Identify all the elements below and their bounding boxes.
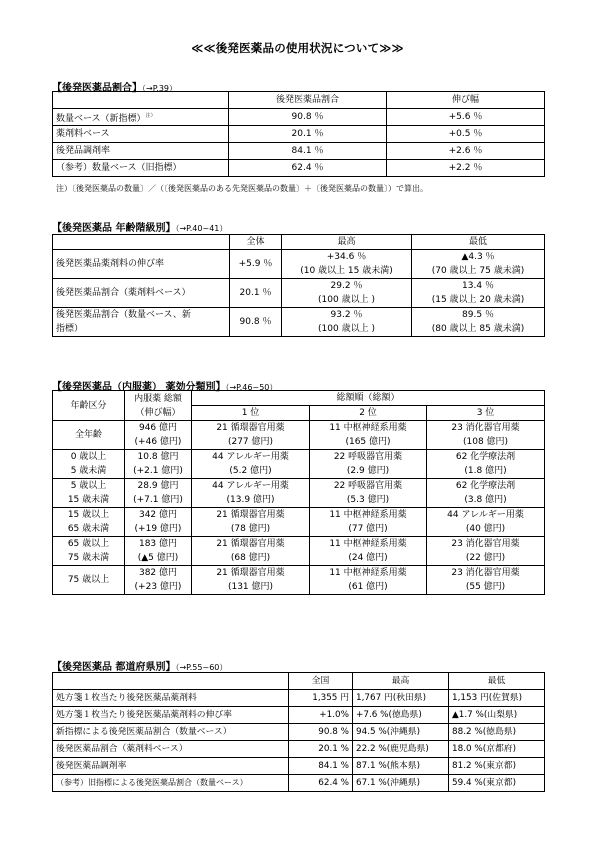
footnote: 注）〔後発医薬品の数量〕／（〔後発医薬品のある先発医薬品の数量〕＋〔後発医薬品の数量〕）で算出。 [56,184,428,193]
value-text: +34.6 ％ [326,252,367,262]
table-row [53,508,545,537]
column-header: 3 位 [427,406,545,421]
value-text: 93.2 ％ [330,310,363,320]
prefecture-table [52,672,545,792]
table-row [53,109,545,126]
cell-line: 23 消化器官用薬 [451,568,520,578]
cell-value [53,450,125,479]
table-row [53,707,545,724]
section-heading-prefecture [52,658,227,673]
row-label: 後発医薬品薬剤料の伸び率 [53,250,230,279]
cell-line: (108 億円) [462,437,509,447]
cell-value [192,479,310,508]
age-group-text: (80 歳以上 85 歳未満) [431,324,525,334]
cell-line: 62 化学療法剤 [455,481,516,491]
column-header: 伸び幅 [387,92,545,109]
cell-line: (131 億円) [227,582,274,592]
cell-line: (2.9 億円) [346,466,390,476]
age-group-table [52,234,545,337]
cell-line: (277 億円) [227,437,274,447]
table-header-row [53,92,545,109]
column-header: 1 位 [192,406,310,421]
page-reference: （→P.55~60） [175,663,228,672]
age-group-text: (10 歳以上 15 歳未満) [300,266,393,276]
cell-line: 21 循環器官用薬 [216,539,285,549]
cell-value [125,566,192,595]
column-header: 最低 [412,235,545,250]
table-row [53,775,545,792]
generic-ratio-table [52,91,545,177]
cell-value [125,479,192,508]
cell-value [125,537,192,566]
cell-line: (▲5 億円) [137,553,179,563]
cell-value [310,421,427,450]
cell-line: 11 中枢神経系用薬 [329,568,407,578]
cell-value: 59.4 %(東京都) [449,775,545,792]
cell-value [310,566,427,595]
cell-line: 全年齢 [74,430,102,440]
cell-value: 1,355 円 [289,690,353,707]
row-label: 後発品調剤率 [53,143,229,160]
cell-line: 21 循環器官用薬 [216,510,285,520]
cell-line: 21 循環器官用薬 [216,423,285,433]
cell-line: (40 億円) [465,524,506,534]
column-header: 総額順（総額） [192,391,545,406]
table-row [53,741,545,758]
cell-value: 90.8 % [289,724,353,741]
age-group-text: (100 歳以上 ) [318,324,375,334]
cell-value: 20.1 ％ [229,126,387,143]
value-text: ▲4.3 ％ [461,252,495,262]
cell-value [282,308,412,337]
row-label-line: 後発医薬品割合（数量ベース、新 [56,310,191,320]
row-label: （参考）旧指標による後発医薬品割合（数量ベース） [53,775,289,792]
cell-value [427,537,545,566]
cell-value: 1,767 円(秋田県) [353,690,449,707]
cell-line: (77 億円) [348,524,388,534]
cell-value: 87.1 %(熊本県) [353,758,449,775]
row-label: 処方箋１枚当たり後発医薬品薬剤料の伸び率 [53,707,289,724]
cell-value [192,421,310,450]
cell-line: (+7.1 億円) [133,495,183,505]
table-row [53,724,545,741]
cell-line: 21 循環器官用薬 [216,568,285,578]
cell-value [282,279,412,308]
cell-value [125,450,192,479]
table-row [53,160,545,177]
row-label [53,308,230,337]
row-label: 後発医薬品調剤率 [53,758,289,775]
cell-line: (3.8 億円) [464,495,507,505]
cell-value: +5.9 ％ [230,250,282,279]
cell-line: (24 億円) [348,553,388,563]
cell-value [310,479,427,508]
cell-line: 65 歳以上 [67,539,110,549]
page-reference: （→P.39） [142,84,178,93]
cell-value: +1.0% [289,707,353,724]
cell-line: 183 億円 [138,539,178,549]
table-header-row [53,235,545,250]
section-heading: 【後発医薬品割合】 [52,83,142,94]
column-header: 全国 [289,673,353,690]
footnote-marker: 注） [145,112,156,119]
cell-line: 44 アレルギー用薬 [212,481,289,491]
cell-line: 11 中枢神経系用薬 [329,510,407,520]
cell-value [53,479,125,508]
cell-value: 62.4 % [289,775,353,792]
table-row [53,537,545,566]
cell-line: 5 歳以上 [70,481,107,491]
table-header-blank [53,92,229,109]
cell-line: 75 歳未満 [67,553,110,563]
prefecture-rows [53,690,545,792]
cell-value [192,566,310,595]
table-header-row [53,673,545,690]
column-header: 2 位 [310,406,427,421]
cell-line: 382 億円 [138,568,178,578]
row-label: 処方箋１枚当たり後発医薬品薬剤料 [53,690,289,707]
cell-line: (+46 億円) [134,437,182,447]
cell-line: (+2.1 億円) [133,466,183,476]
table-header-row [53,391,545,406]
cell-line: 65 歳未満 [67,524,110,534]
cell-line: 62 化学療法剤 [455,452,516,462]
cell-line: 28.9 億円 [137,481,179,491]
row-label [53,109,229,126]
column-header: 年齢区分 [53,391,125,421]
row-label: 薬剤料ベース [53,126,229,143]
cell-line: 22 呼吸器官用薬 [333,481,403,491]
column-header: 最高 [353,673,449,690]
page-reference: （→P.40~41） [175,224,228,233]
section-heading: 【後発医薬品 年齢階級別】 [52,223,176,234]
column-header: 全体 [230,235,282,250]
cell-line: 11 中枢神経系用薬 [329,423,407,433]
value-text: 13.4 ％ [462,281,494,291]
cell-value [192,450,310,479]
cell-line: 10.8 億円 [137,452,179,462]
cell-value: 84.1 ％ [229,143,387,160]
table-row [53,450,545,479]
cell-value [310,450,427,479]
cell-line: (61 億円) [348,582,388,592]
cell-line: (13.9 億円) [226,495,275,505]
cell-line: (165 億円) [345,437,391,447]
table-row [53,126,545,143]
cell-value [310,537,427,566]
cell-line: 15 歳以上 [67,510,110,520]
cell-value: +2.6 ％ [387,143,545,160]
table-row [53,758,545,775]
cell-line: 23 消化器官用薬 [451,423,520,433]
table-row [53,690,545,707]
cell-value: +2.2 ％ [387,160,545,177]
cell-line: 22 呼吸器官用薬 [333,452,403,462]
cell-value [427,450,545,479]
cell-value: 18.0 %(京都府) [449,741,545,758]
cell-line: (55 億円) [465,582,506,592]
cell-line: 0 歳以上 [70,452,107,462]
cell-line: (5.2 億円) [229,466,272,476]
cell-value [427,479,545,508]
cell-value [192,508,310,537]
cell-line: (+19 億円) [134,524,182,534]
cell-line: 44 アレルギー用薬 [212,452,289,462]
value-text: 89.5 ％ [462,310,494,320]
cell-value [427,508,545,537]
cell-line: 15 歳未満 [67,495,110,505]
row-label: 後発医薬品割合（薬剤料ベース） [53,741,289,758]
cell-value: 22.2 %(鹿児島県) [353,741,449,758]
section-heading: 【後発医薬品（内服薬） 薬効分類別】 [52,382,226,393]
column-header-line: （伸び幅） [135,407,181,418]
cell-line: 75 歳以上 [67,575,110,585]
cell-value: 20.1 % [289,741,353,758]
cell-value [427,566,545,595]
column-header: 後発医薬品割合 [229,92,387,109]
cell-value [53,537,125,566]
cell-value: 67.1 %(沖縄県) [353,775,449,792]
column-header: 最高 [282,235,412,250]
cell-value: 1,153 円(佐賀県) [449,690,545,707]
table-row [53,308,545,337]
table-row [53,566,545,595]
cell-value [192,537,310,566]
cell-value: 88.2 %(徳島県) [449,724,545,741]
cell-value [53,508,125,537]
cell-value: 81.2 %(東京都) [449,758,545,775]
table-row [53,143,545,160]
page-title: ≪≪後発医薬品の使用状況について≫≫ [191,41,404,55]
cell-value [125,508,192,537]
section-heading-age [52,219,227,234]
cell-line: 342 億円 [138,510,178,520]
row-label: 新指標による後発医薬品割合（数量ベース） [53,724,289,741]
cell-value: 62.4 ％ [229,160,387,177]
age-group-text: (100 歳以上 ) [318,295,375,305]
cell-value [53,566,125,595]
cell-line: (1.8 億円) [464,466,507,476]
cell-line: 44 アレルギー用薬 [447,510,524,520]
cell-value: ▲1.7 %(山梨県) [449,707,545,724]
cell-value: 20.1 ％ [230,279,282,308]
cell-line: 23 消化器官用薬 [451,539,520,549]
cell-line: (78 億円) [230,524,271,534]
row-label-line: 指標） [56,324,84,334]
cell-value: 94.5 %(沖縄県) [353,724,449,741]
cell-line: 5 歳未満 [70,466,107,476]
cell-line: (+23 億円) [134,582,182,592]
cell-value [412,250,545,279]
column-header: 最低 [449,673,545,690]
cell-line: 11 中枢神経系用薬 [329,539,407,549]
cell-value [412,279,545,308]
row-label-text: 数量ベース（新指標） [56,113,146,124]
cell-value [282,250,412,279]
table-header-blank [53,235,230,250]
section-heading: 【後発医薬品 都道府県別】 [52,662,176,673]
cell-line: 946 億円 [138,423,178,433]
table-row [53,279,545,308]
cell-value: 90.8 ％ [230,308,282,337]
cell-value: +5.6 ％ [387,109,545,126]
age-group-text: (15 歳以上 20 歳未満) [431,295,525,305]
cell-value: +0.5 ％ [387,126,545,143]
cell-line: (68 億円) [230,553,271,563]
efficacy-rows [53,421,545,595]
table-row [53,479,545,508]
cell-value: 90.8 ％ [229,109,387,126]
efficacy-class-table [52,390,545,595]
table-header-blank [53,673,289,690]
row-label: （参考）数量ベース（旧指標） [53,160,229,177]
age-group-text: (70 歳以上 75 歳未満) [431,266,525,276]
page-reference: （→P.46~50） [225,383,278,392]
cell-value [125,421,192,450]
cell-value [53,421,125,450]
cell-value: 84.1 % [289,758,353,775]
cell-line: (22 億円) [465,553,506,563]
table-row [53,421,545,450]
cell-value [310,508,427,537]
table-row [53,250,545,279]
cell-value [427,421,545,450]
row-label: 後発医薬品割合（薬剤料ベース） [53,279,230,308]
cell-value [412,308,545,337]
column-header-line: 内服薬 総額 [134,393,182,404]
column-header [125,391,192,421]
value-text: 29.2 ％ [330,281,363,291]
cell-value: +7.6 %(徳島県) [353,707,449,724]
cell-line: (5.3 億円) [346,495,390,505]
